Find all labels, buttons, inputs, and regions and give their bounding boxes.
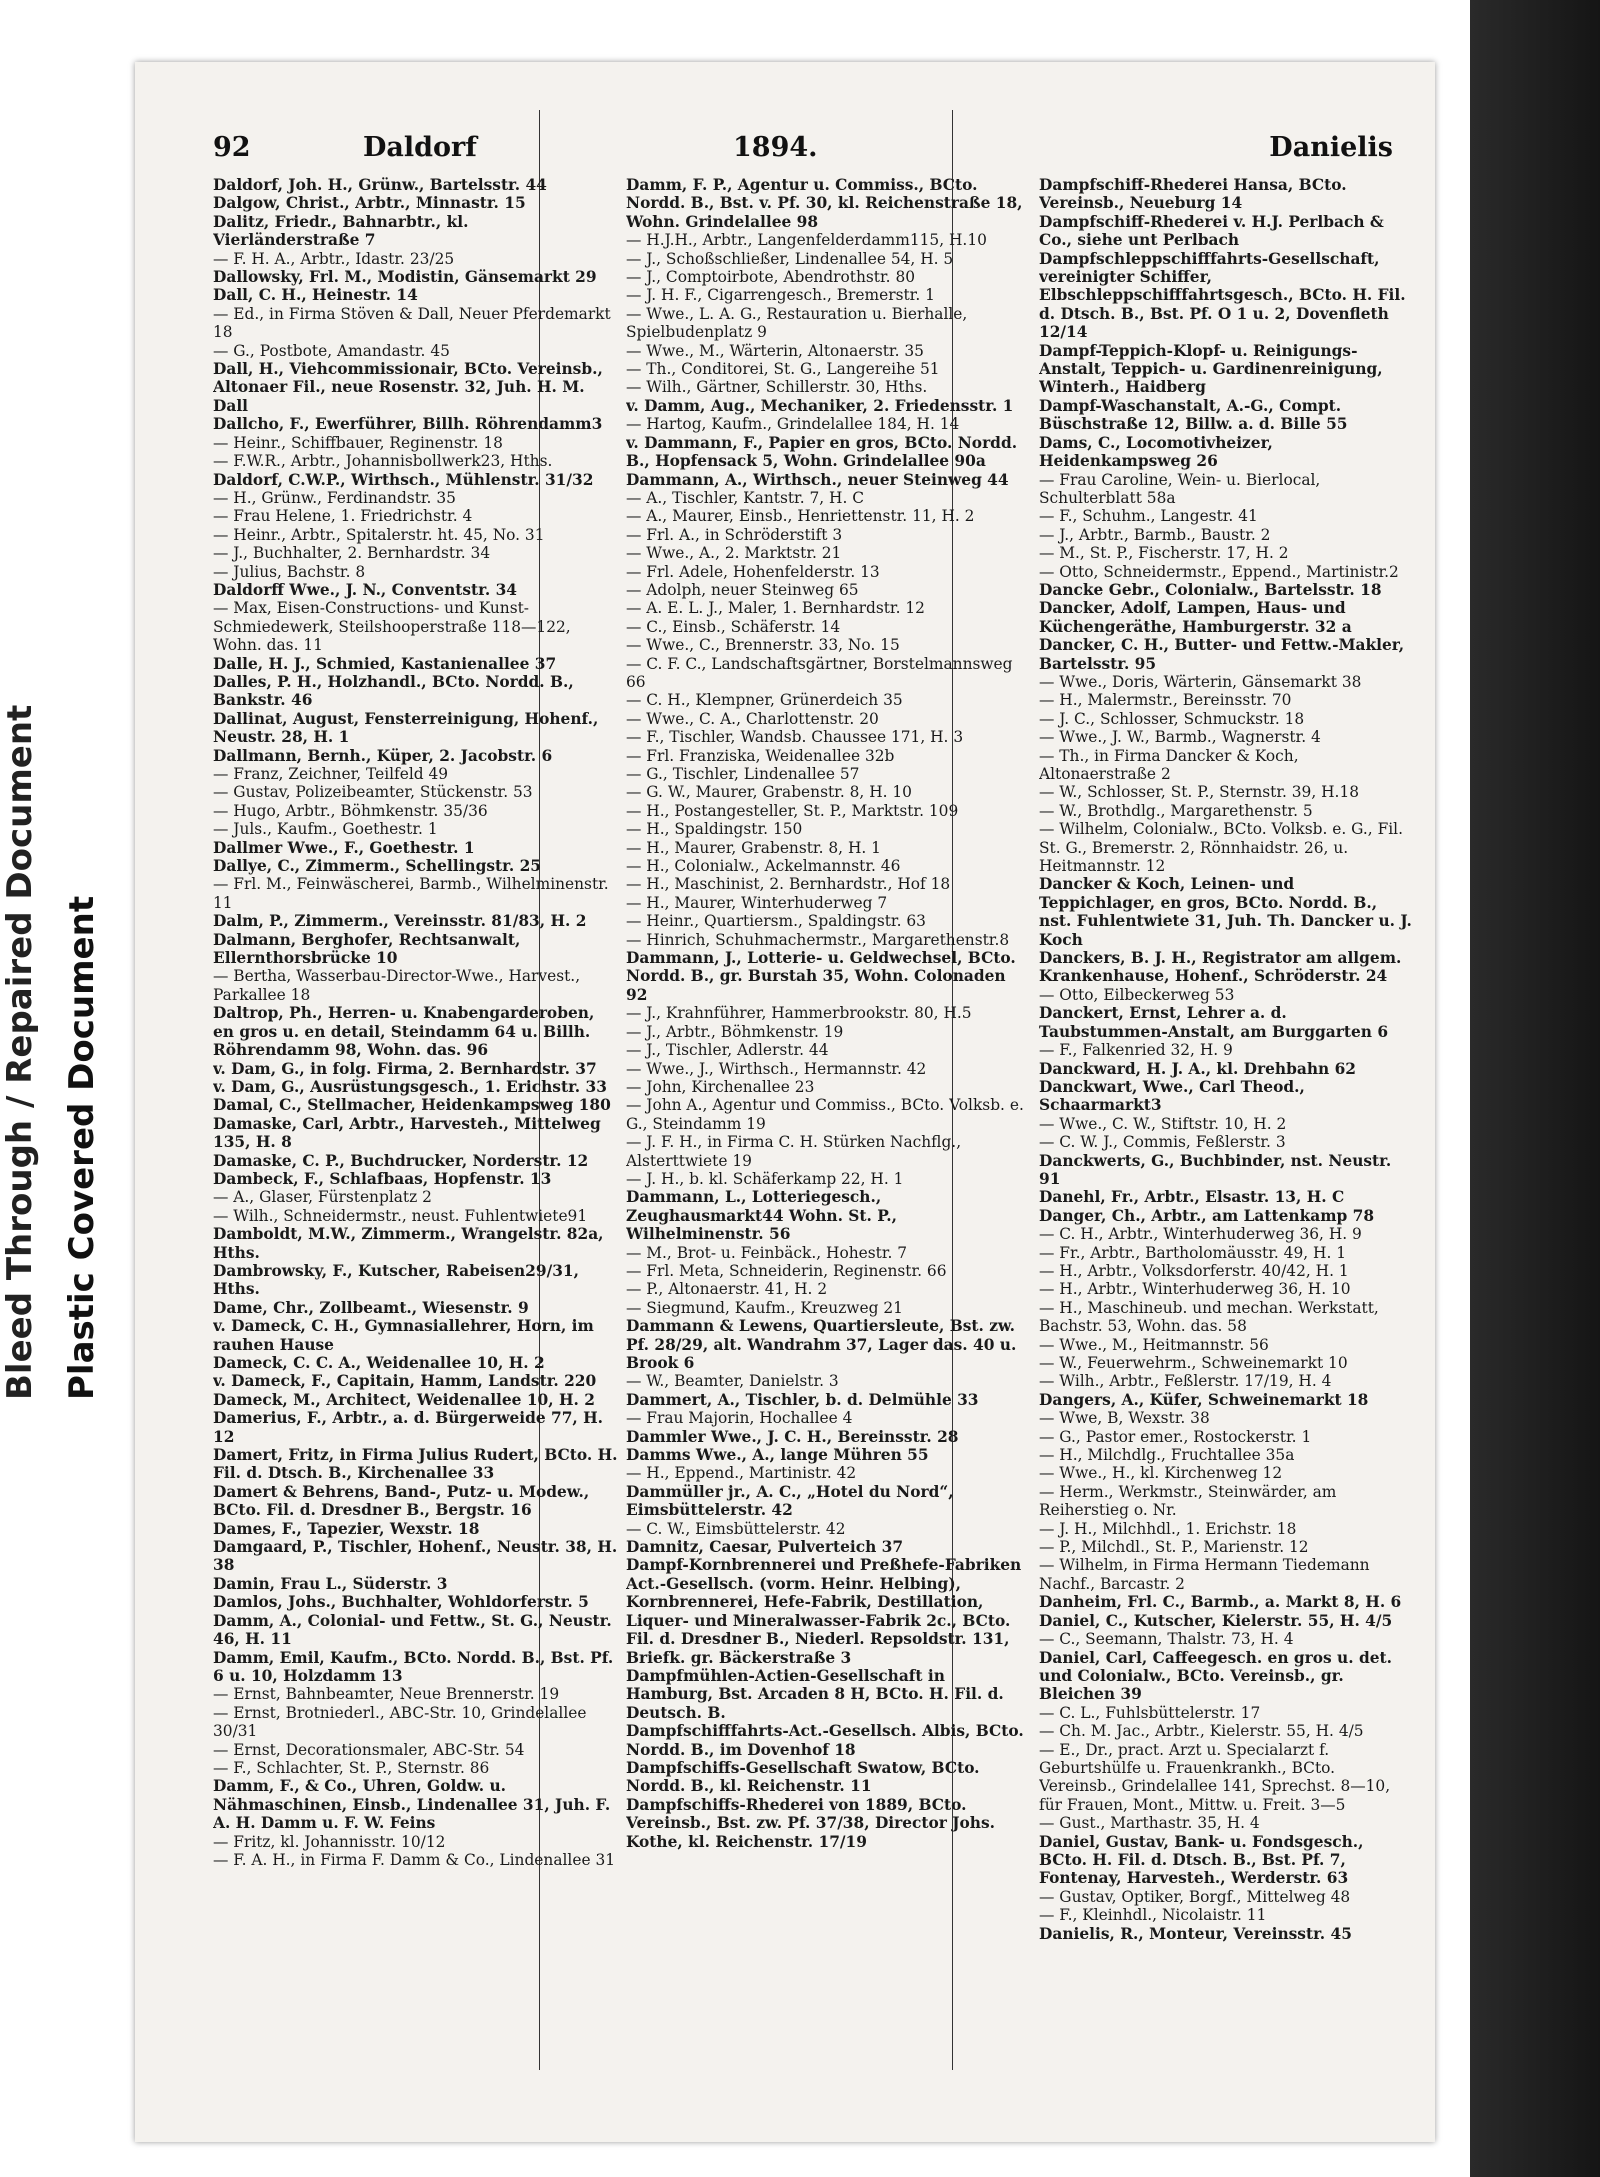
- directory-entry: — F. A. H., in Firma F. Damm & Co., Lindenallee 31: [213, 1850, 616, 1869]
- directory-entry: — F., Falkenried 32, H. 9: [1039, 1041, 1233, 1060]
- directory-entry: — W., Beamter, Danielstr. 3: [626, 1372, 839, 1391]
- directory-entry: Dames, F., Tapezier, Wexstr. 18: [213, 1519, 480, 1538]
- directory-entry: Dampfmühlen-Actien-Gesellschaft in Hamburg, Bst. Arcaden 8 H, BCto. H. Fil. d. Deutsch. B.: [626, 1666, 1004, 1722]
- side-label-band: [0, 0, 102, 2177]
- directory-entry: Daniel, Gustav, Bank- u. Fondsgesch., BCto. H. Fil. d. Dtsch. B., Bst. Pf. 7, Fontenay, Harvesteh., Werderstr. 63: [1039, 1832, 1364, 1888]
- directory-entry: Dammann, A., Wirthsch., neuer Steinweg 44: [626, 470, 1009, 489]
- directory-entry: — Hugo, Arbtr., Böhmkenstr. 35/36: [213, 801, 488, 820]
- directory-entry: Daniel, C., Kutscher, Kielerstr. 55, H. 4/5: [1039, 1611, 1393, 1630]
- directory-entry: — F., Kleinhdl., Nicolaistr. 11: [1039, 1906, 1267, 1925]
- directory-entry: — Frl. Adele, Hohenfelderstr. 13: [626, 562, 880, 581]
- directory-entry: — Heinr., Schiffbauer, Reginenstr. 18: [213, 433, 503, 452]
- directory-entry: Dame, Chr., Zollbeamt., Wiesenstr. 9: [213, 1298, 529, 1317]
- side-label: [0, 0, 102, 1400]
- directory-entry: Dampfschiffs-Gesellschaft Swatow, BCto. Nordd. B., kl. Reichenstr. 11: [626, 1758, 980, 1796]
- directory-entry: — Wwe., H., kl. Kirchenweg 12: [1039, 1464, 1283, 1483]
- side-label-line1: Bleed Through / Repaired Document: [0, 704, 40, 1400]
- directory-entry: — Wwe., J. W., Barmb., Wagnerstr. 4: [1039, 728, 1321, 747]
- directory-entry: — Ernst, Decorationsmaler, ABC-Str. 54: [213, 1740, 525, 1759]
- directory-entry: — H., Maschineub. und mechan. Werkstatt, Bachstr. 53, Wohn. das. 58: [1039, 1298, 1379, 1336]
- directory-entry: — F., Tischler, Wandsb. Chaussee 171, H. 3: [626, 728, 964, 747]
- directory-entry: — Wilhelm, Colonialw., BCto. Volksb. e. G., Fil. St. G., Bremerstr. 2, Rönnhaidstr. 26, u. Heitmannstr. 12: [1039, 820, 1403, 876]
- directory-entry: Dalm, P., Zimmerm., Vereinsstr. 81/83, H. 2: [213, 912, 587, 931]
- directory-entry: Dallye, C., Zimmerm., Schellingstr. 25: [213, 857, 541, 876]
- directory-entry: Dalitz, Friedr., Bahnarbtr., kl. Vierländerstraße 7: [213, 212, 469, 250]
- directory-entry: — H., Eppend., Martinistr. 42: [626, 1464, 857, 1483]
- page-header: [213, 132, 1413, 172]
- directory-column-1: [213, 176, 618, 2086]
- directory-entry: — M., St. P., Fischerstr. 17, H. 2: [1039, 544, 1289, 563]
- directory-entry: v. Damm, Aug., Mechaniker, 2. Friedensstr. 1: [626, 396, 1014, 415]
- directory-entry: — Frl. Franziska, Weidenallee 32b: [626, 746, 895, 765]
- directory-entry: — Wwe., L. A. G., Restauration u. Bierhalle, Spielbudenplatz 9: [626, 304, 968, 342]
- directory-entry: v. Dammann, F., Papier en gros, BCto. Nordd. B., Hopfensack 5, Wohn. Grindelallee 90a: [626, 433, 1018, 471]
- directory-entry: — P., Altonaerstr. 41, H. 2: [626, 1280, 828, 1299]
- directory-entry: — J., Krahnführer, Hammerbrookstr. 80, H.5: [626, 1004, 972, 1023]
- directory-entry: — G., Pastor emer., Rostockerstr. 1: [1039, 1427, 1312, 1446]
- directory-entry: — F., Schlachter, St. P., Sternstr. 86: [213, 1758, 490, 1777]
- directory-entry: Dallmann, Bernh., Küper, 2. Jacobstr. 6: [213, 746, 553, 765]
- directory-entry: — Frl. Meta, Schneiderin, Reginenstr. 66: [626, 1261, 947, 1280]
- scanner-dark-edge: [1470, 0, 1600, 2177]
- directory-entry: Dammann & Lewens, Quartiersleute, Bst. zw. Pf. 28/29, alt. Wandrahm 37, Lager das. 40 u. Brook 6: [626, 1317, 1017, 1372]
- directory-entry: Damin, Frau L., Süderstr. 3: [213, 1574, 448, 1593]
- directory-entry: Dalle, H. J., Schmied, Kastanienallee 37: [213, 654, 557, 673]
- page-content: [213, 132, 1413, 2102]
- directory-entry: Dampfschiffs-Rhederei von 1889, BCto. Vereinsb., Bst. zw. Pf. 37/38, Director Johs. Kothe, kl. Reichenstr. 17/19: [626, 1795, 996, 1851]
- directory-entry: — C. H., Klempner, Grünerdeich 35: [626, 691, 903, 710]
- directory-entry: — J., Comptoirbote, Abendrothstr. 80: [626, 268, 916, 287]
- directory-entry: Danheim, Frl. C., Barmb., a. Markt 8, H. 6: [1039, 1593, 1402, 1612]
- directory-entry: — Ernst, Brotniederl., ABC-Str. 10, Grindelallee 30/31: [213, 1703, 587, 1741]
- directory-entry: — John, Kirchenallee 23: [626, 1077, 815, 1096]
- directory-entry: Danckert, Ernst, Lehrer a. d. Taubstummen-Anstalt, am Burggarten 6: [1039, 1004, 1389, 1041]
- directory-entry: — F. H. A., Arbtr., Idastr. 23/25: [213, 249, 455, 268]
- directory-entry: — Hartog, Kaufm., Grindelallee 184, H. 14: [626, 415, 960, 434]
- directory-entry: — H.J.H., Arbtr., Langenfelderdamm115, H.10: [626, 231, 987, 250]
- directory-entry: Damerius, F., Arbtr., a. d. Bürgerweide 77, H. 12: [213, 1409, 604, 1446]
- directory-entry: — J., Tischler, Adlerstr. 44: [626, 1041, 829, 1060]
- directory-entry: Dameck, C. C. A., Weidenallee 10, H. 2: [213, 1354, 545, 1372]
- directory-entry: Danehl, Fr., Arbtr., Elsastr. 13, H. C: [1039, 1188, 1345, 1207]
- directory-entry: — J. H., b. kl. Schäferkamp 22, H. 1: [626, 1169, 904, 1188]
- directory-entry: — H., Malermstr., Bereinsstr. 70: [1039, 691, 1292, 710]
- directory-entry: — Wwe., C. A., Charlottenstr. 20: [626, 709, 879, 728]
- directory-entry: — W., Feuerwehrm., Schweinemarkt 10: [1039, 1354, 1348, 1372]
- directory-entry: — Ed., in Firma Stöven & Dall, Neuer Pferdemarkt 18: [213, 304, 611, 342]
- directory-entry: Damms Wwe., A., lange Mühren 55: [626, 1446, 929, 1465]
- directory-column-2: [626, 176, 1031, 2086]
- directory-entry: — H., Spaldingstr. 150: [626, 820, 803, 839]
- directory-entry: Dall, C. H., Heinestr. 14: [213, 286, 418, 305]
- directory-entry: — F., Schuhm., Langestr. 41: [1039, 507, 1258, 526]
- directory-entry: Daldorff Wwe., J. N., Conventstr. 34: [213, 580, 517, 599]
- directory-entry: Dampf-Teppich-Klopf- u. Reinigungs-Anstalt, Teppich- u. Gardinenreinigung, Winterh., Haidberg: [1039, 341, 1383, 397]
- directory-entry: — Otto, Eilbeckerweg 53: [1039, 985, 1235, 1004]
- directory-entry: Dancker, Adolf, Lampen, Haus- und Küchengeräthe, Hamburgerstr. 32 a: [1039, 599, 1352, 636]
- directory-entry: Dalmann, Berghofer, Rechtsanwalt, Ellernthorsbrücke 10: [213, 930, 521, 968]
- page-number: 92: [213, 132, 251, 163]
- directory-entry: Dampfschleppschifffahrts-Gesellschaft, vereinigter Schiffer, Elbschleppschifffahrtsgesch., BCto. H. Fil. d. Dtsch. B., Bst. Pf. O 1 u. 2, Dovenfleth 12/14: [1039, 249, 1406, 342]
- directory-entry: — J., Schoßschließer, Lindenallee 54, H. 5: [626, 249, 954, 268]
- directory-entry: — Juls., Kaufm., Goethestr. 1: [213, 820, 438, 839]
- directory-entry: Dallowsky, Frl. M., Modistin, Gänsemarkt 29: [213, 268, 597, 287]
- directory-entry: — Julius, Bachstr. 8: [213, 562, 366, 581]
- directory-entry: — Wilh., Schneidermstr., neust. Fuhlentwiete91: [213, 1206, 588, 1225]
- directory-entry: — H., Arbtr., Volksdorferstr. 40/42, H. 1: [1039, 1261, 1349, 1280]
- directory-entry: — Frau Caroline, Wein- u. Bierlocal, Schulterblatt 58a: [1039, 470, 1321, 507]
- directory-entry: — A., Glaser, Fürstenplatz 2: [213, 1188, 432, 1207]
- directory-entry: — J., Arbtr., Barmb., Baustr. 2: [1039, 525, 1271, 544]
- directory-entry: — J., Arbtr., Böhmkenstr. 19: [626, 1022, 844, 1041]
- directory-entry: Daldorf, C.W.P., Wirthsch., Mühlenstr. 31/32: [213, 470, 594, 489]
- directory-entry: — Wwe., Doris, Wärterin, Gänsemarkt 38: [1039, 672, 1362, 691]
- directory-entry: — W., Brothdlg., Margarethenstr. 5: [1039, 801, 1313, 820]
- directory-entry: v. Dam, G., in folg. Firma, 2. Bernhardstr. 37: [213, 1059, 597, 1078]
- directory-page: [135, 62, 1435, 2142]
- directory-entry: — Hinrich, Schuhmachermstr., Margarethenstr.8: [626, 930, 1010, 949]
- directory-entry: — Max, Eisen-Constructions- und Kunst-Schmiedewerk, Steilshooperstraße 118—122, Wohn. das. 11: [213, 599, 571, 655]
- header-right-keyword: Danielis: [1269, 132, 1393, 163]
- directory-entry: — Frau Majorin, Hochallee 4: [626, 1409, 853, 1428]
- directory-entry: Damm, F. P., Agentur u. Commiss., BCto. Nordd. B., Bst. v. Pf. 30, kl. Reichenstraße 18, Wohn. Grindelallee 98: [626, 176, 1023, 231]
- directory-entry: Danckwerts, G., Buchbinder, nst. Neustr. 91: [1039, 1151, 1392, 1188]
- directory-entry: — Ch. M. Jac., Arbtr., Kielerstr. 55, H. 4/5: [1039, 1722, 1364, 1741]
- directory-entry: — C. H., Arbtr., Winterhuderweg 36, H. 9: [1039, 1225, 1362, 1244]
- side-label-line2: Plastic Covered Document: [62, 895, 102, 1400]
- directory-entry: Dallinat, August, Fensterreinigung, Hohenf., Neustr. 28, H. 1: [213, 709, 599, 747]
- directory-entry: — J. F. H., in Firma C. H. Stürken Nachflg., Alsterttwiete 19: [626, 1133, 962, 1170]
- directory-entry: v. Dam, G., Ausrüstungsgesch., 1. Erichstr. 33: [213, 1077, 607, 1096]
- directory-entry: Dampf-Waschanstalt, A.-G., Compt. Büschstraße 12, Billw. a. d. Bille 55: [1039, 396, 1348, 434]
- directory-entry: — Fr., Arbtr., Bartholomäusstr. 49, H. 1: [1039, 1243, 1347, 1262]
- directory-entry: — J., Buchhalter, 2. Bernhardstr. 34: [213, 544, 491, 563]
- directory-entry: Dalgow, Christ., Arbtr., Minnastr. 15: [213, 194, 526, 213]
- directory-entry: Dampfschifffahrts-Act.-Gesellsch. Albis, BCto. Nordd. B., im Dovenhof 18: [626, 1722, 1024, 1759]
- directory-entry: Damlos, Johs., Buchhalter, Wohldorferstr. 5: [213, 1593, 589, 1612]
- directory-entry: — Wilh., Gärtner, Schillerstr. 30, Hths.: [626, 378, 928, 397]
- directory-entry: Dampfschiff-Rhederei Hansa, BCto. Vereinsb., Neueburg 14: [1039, 176, 1347, 213]
- directory-entry: — C. L., Fuhlsbüttelerstr. 17: [1039, 1703, 1261, 1722]
- directory-entry: — Siegmund, Kaufm., Kreuzweg 21: [626, 1298, 903, 1317]
- directory-entry: — Wwe, B, Wexstr. 38: [1039, 1409, 1210, 1428]
- directory-entry: — John A., Agentur und Commiss., BCto. Volksb. e. G., Steindamm 19: [626, 1096, 1024, 1133]
- directory-entry: — Frau Helene, 1. Friedrichstr. 4: [213, 507, 473, 526]
- directory-entry: — H., Arbtr., Winterhuderweg 36, H. 10: [1039, 1280, 1351, 1299]
- directory-entry: Damert, Fritz, in Firma Julius Rudert, BCto. H. Fil. d. Dtsch. B., Kirchenallee 33: [213, 1446, 618, 1483]
- directory-entry: — Th., Conditorei, St. G., Langereihe 51: [626, 360, 940, 379]
- directory-entry: Dall, H., Viehcommissionair, BCto. Vereinsb., Altonaer Fil., neue Rosenstr. 32, Juh. H. M. Dall: [213, 360, 603, 415]
- directory-entry: Dammler Wwe., J. C. H., Bereinsstr. 28: [626, 1427, 959, 1446]
- directory-entry: — A., Tischler, Kantstr. 7, H. C: [626, 488, 865, 507]
- directory-entry: — G., Postbote, Amandastr. 45: [213, 341, 450, 360]
- directory-entry: — H., Colonialw., Ackelmannstr. 46: [626, 857, 901, 876]
- directory-entry: Damaske, Carl, Arbtr., Harvesteh., Mittelweg 135, H. 8: [213, 1114, 601, 1152]
- directory-entry: — Wwe., C., Brennerstr. 33, No. 15: [626, 636, 900, 655]
- header-year: 1894.: [733, 132, 818, 163]
- directory-entry: Danger, Ch., Arbtr., am Lattenkamp 78: [1039, 1206, 1375, 1225]
- directory-entry: Damm, Emil, Kaufm., BCto. Nordd. B., Bst. Pf. 6 u. 10, Holzdamm 13: [213, 1648, 614, 1685]
- directory-columns: [213, 176, 1413, 2086]
- directory-entry: — H., Postangesteller, St. P., Marktstr. 109: [626, 801, 959, 820]
- directory-entry: — Wilhelm, in Firma Hermann Tiedemann Nachf., Barcastr. 2: [1039, 1556, 1370, 1593]
- header-left-keyword: Daldorf: [363, 132, 477, 163]
- directory-entry: — Wwe., A., 2. Marktstr. 21: [626, 544, 842, 563]
- directory-entry: Damal, C., Stellmacher, Heidenkampsweg 180: [213, 1096, 611, 1115]
- directory-entry: Damm, A., Colonial- und Fettw., St. G., Neustr. 46, H. 11: [213, 1611, 612, 1649]
- directory-entry: — J. H. F., Cigarrengesch., Bremerstr. 1: [626, 286, 935, 305]
- directory-entry: Dampfschiff-Rhederei v. H.J. Perlbach & Co., siehe unt Perlbach: [1039, 212, 1384, 250]
- directory-entry: Dammüller jr., A. C., „Hotel du Nord“, Eimsbüttelerstr. 42: [626, 1482, 954, 1520]
- directory-entry: v. Dameck, C. H., Gymnasiallehrer, Horn, im rauhen Hause: [213, 1317, 594, 1354]
- directory-entry: — J. C., Schlosser, Schmuckstr. 18: [1039, 709, 1305, 728]
- directory-entry: — Frl. A., in Schröderstift 3: [626, 525, 843, 544]
- directory-entry: — H., Maurer, Winterhuderweg 7: [626, 893, 888, 912]
- directory-entry: — Frl. M., Feinwäscherei, Barmb., Wilhelminenstr. 11: [213, 875, 609, 912]
- directory-entry: Dangers, A., Küfer, Schweinemarkt 18: [1039, 1390, 1369, 1409]
- directory-entry: Dancker, C. H., Butter- und Fettw.-Makler, Bartelsstr. 95: [1039, 636, 1405, 673]
- directory-entry: — Fritz, kl. Johannisstr. 10/12: [213, 1832, 446, 1851]
- directory-entry: Dammann, L., Lotteriegesch., Zeughausmarkt44 Wohn. St. P., Wilhelminenstr. 56: [626, 1188, 897, 1244]
- directory-entry: — C. F. C., Landschaftsgärtner, Borstelmannsweg 66: [626, 654, 1013, 691]
- directory-entry: — Gust., Marthastr. 35, H. 4: [1039, 1814, 1260, 1833]
- directory-entry: — Wwe., M., Heitmannstr. 56: [1039, 1335, 1269, 1354]
- directory-entry: Damboldt, M.W., Zimmerm., Wrangelstr. 82a, Hths.: [213, 1225, 604, 1262]
- directory-entry: Damm, F., & Co., Uhren, Goldw. u. Nähmaschinen, Einsb., Lindenallee 31, Juh. F. A. H. Damm u. F. W. Feins: [213, 1777, 611, 1833]
- directory-entry: — Herm., Werkmstr., Steinwärder, am Reiherstieg o. Nr.: [1039, 1482, 1337, 1520]
- directory-entry: — C., Seemann, Thalstr. 73, H. 4: [1039, 1630, 1294, 1649]
- directory-entry: Dammann, J., Lotterie- u. Geldwechsel, BCto. Nordd. B., gr. Burstah 35, Wohn. Colonaden 92: [626, 949, 1016, 1004]
- directory-entry: Daltrop, Ph., Herren- u. Knabengarderoben, en gros u. en detail, Steindamm 64 u. Billh. Röhrendamm 98, Wohn. das. 96: [213, 1004, 595, 1060]
- directory-entry: — Wilh., Arbtr., Feßlerstr. 17/19, H. 4: [1039, 1372, 1332, 1391]
- directory-entry: — H., Grünw., Ferdinandstr. 35: [213, 488, 456, 507]
- directory-entry: Dams, C., Locomotivheizer, Heidenkampsweg 26: [1039, 433, 1273, 471]
- directory-entry: Dallcho, F., Ewerführer, Billh. Röhrendamm3: [213, 415, 603, 434]
- directory-entry: — G. W., Maurer, Grabenstr. 8, H. 10: [626, 783, 912, 802]
- directory-entry: Dambrowsky, F., Kutscher, Rabeisen29/31, Hths.: [213, 1261, 579, 1299]
- directory-entry: — C. W. J., Commis, Feßlerstr. 3: [1039, 1133, 1286, 1152]
- directory-entry: Daniel, Carl, Caffeegesch. en gros u. det. und Colonialw., BCto. Vereinsb., gr. Bleichen 39: [1039, 1648, 1392, 1704]
- directory-entry: — W., Schlosser, St. P., Sternstr. 39, H.18: [1039, 783, 1360, 802]
- directory-entry: — Ernst, Bahnbeamter, Neue Brennerstr. 19: [213, 1685, 560, 1704]
- directory-entry: Danckward, H. J. A., kl. Drehbahn 62: [1039, 1059, 1356, 1078]
- directory-entry: Damert & Behrens, Band-, Putz- u. Modew., BCto. Fil. d. Dresdner B., Bergstr. 16: [213, 1482, 590, 1520]
- directory-entry: — Heinr., Arbtr., Spitalerstr. ht. 45, No. 31: [213, 525, 545, 544]
- directory-entry: — H., Maschinist, 2. Bernhardstr., Hof 18: [626, 875, 951, 894]
- directory-entry: Dampf-Kornbrennerei und Preßhefe-Fabriken Act.-Gesellsch. (vorm. Heinr. Helbing), Kornbrennerei, Hefe-Fabrik, Destillation, Liquer- und Mineralwasser-Fabrik 2c., BCto. Fil. d. Dresdner B., Niederl. Repsoldstr. 131, Briefk. gr. Bäckerstraße 3: [626, 1556, 1022, 1667]
- directory-entry: Dallmer Wwe., F., Goethestr. 1: [213, 838, 475, 857]
- directory-entry: — H., Maurer, Grabenstr. 8, H. 1: [626, 838, 881, 857]
- directory-entry: — A., Maurer, Einsb., Henriettenstr. 11, H. 2: [626, 507, 975, 526]
- directory-entry: — P., Milchdl., St. P., Marienstr. 12: [1039, 1538, 1309, 1557]
- directory-entry: — Gustav, Optiker, Borgf., Mittelweg 48: [1039, 1887, 1351, 1906]
- directory-entry: Dancker & Koch, Leinen- und Teppichlager, en gros, BCto. Nordd. B., nst. Fuhlentwiete 31, Juh. Th. Dancker u. J. Koch: [1039, 875, 1412, 949]
- directory-entry: Danckwart, Wwe., Carl Theod., Schaarmarkt3: [1039, 1077, 1305, 1115]
- directory-entry: — G., Tischler, Lindenallee 57: [626, 765, 860, 783]
- directory-entry: — Wwe., M., Wärterin, Altonaerstr. 35: [626, 341, 924, 360]
- directory-entry: — M., Brot- u. Feinbäck., Hohestr. 7: [626, 1243, 908, 1262]
- directory-entry: — C., Einsb., Schäferstr. 14: [626, 617, 841, 636]
- directory-entry: — Wwe., J., Wirthsch., Hermannstr. 42: [626, 1059, 927, 1078]
- directory-entry: — J. H., Milchhdl., 1. Erichstr. 18: [1039, 1519, 1297, 1538]
- directory-entry: — Bertha, Wasserbau-Director-Wwe., Harvest., Parkallee 18: [213, 967, 581, 1004]
- directory-entry: Danckers, B. J. H., Registrator am allgem. Krankenhause, Hohenf., Schröderstr. 24: [1039, 949, 1402, 986]
- directory-entry: — E., Dr., pract. Arzt u. Specialarzt f. Geburtshülfe u. Frauenkrankh., BCto. Vereinsb., Grindelallee 141, Sprechst. 8—10, für Frauen, Mont., Mittw. u. Freit. 3—5: [1039, 1740, 1391, 1814]
- directory-entry: — Gustav, Polizeibeamter, Stückenstr. 53: [213, 783, 533, 802]
- directory-entry: — C. W., Eimsbüttelerstr. 42: [626, 1519, 846, 1538]
- directory-entry: — Franz, Zeichner, Teilfeld 49: [213, 765, 449, 783]
- directory-entry: Damnitz, Caesar, Pulverteich 37: [626, 1538, 904, 1557]
- directory-entry: Danielis, R., Monteur, Vereinsstr. 45: [1039, 1924, 1352, 1943]
- directory-entry: — A. E. L. J., Maler, 1. Bernhardstr. 12: [626, 599, 925, 618]
- directory-entry: — H., Milchdlg., Fruchtallee 35a: [1039, 1446, 1295, 1465]
- directory-entry: — Adolph, neuer Steinweg 65: [626, 580, 859, 599]
- directory-entry: — Th., in Firma Dancker & Koch, Altonaerstraße 2: [1039, 746, 1299, 783]
- directory-entry: Dambeck, F., Schlafbaas, Hopfenstr. 13: [213, 1169, 552, 1188]
- directory-column-3: [1039, 176, 1413, 2086]
- directory-entry: Damaske, C. P., Buchdrucker, Norderstr. 12: [213, 1151, 589, 1170]
- directory-entry: — F.W.R., Arbtr., Johannisbollwerk23, Hths.: [213, 452, 553, 471]
- directory-entry: Dammert, A., Tischler, b. d. Delmühle 33: [626, 1390, 979, 1409]
- directory-entry: — Heinr., Quartiersm., Spaldingstr. 63: [626, 912, 926, 931]
- directory-entry: Dameck, M., Architect, Weidenallee 10, H. 2: [213, 1390, 595, 1409]
- directory-entry: Damgaard, P., Tischler, Hohenf., Neustr. 38, H. 38: [213, 1538, 618, 1575]
- directory-entry: — Wwe., C. W., Stiftstr. 10, H. 2: [1039, 1114, 1287, 1133]
- directory-entry: Dalles, P. H., Holzhandl., BCto. Nordd. B., Bankstr. 46: [213, 672, 574, 710]
- directory-entry: — Otto, Schneidermstr., Eppend., Martinistr.2: [1039, 562, 1399, 581]
- directory-entry: v. Dameck, F., Capitain, Hamm, Landstr. 220: [213, 1372, 597, 1391]
- directory-entry: Dancke Gebr., Colonialw., Bartelsstr. 18: [1039, 580, 1382, 599]
- directory-entry: Daldorf, Joh. H., Grünw., Bartelsstr. 44: [213, 176, 547, 194]
